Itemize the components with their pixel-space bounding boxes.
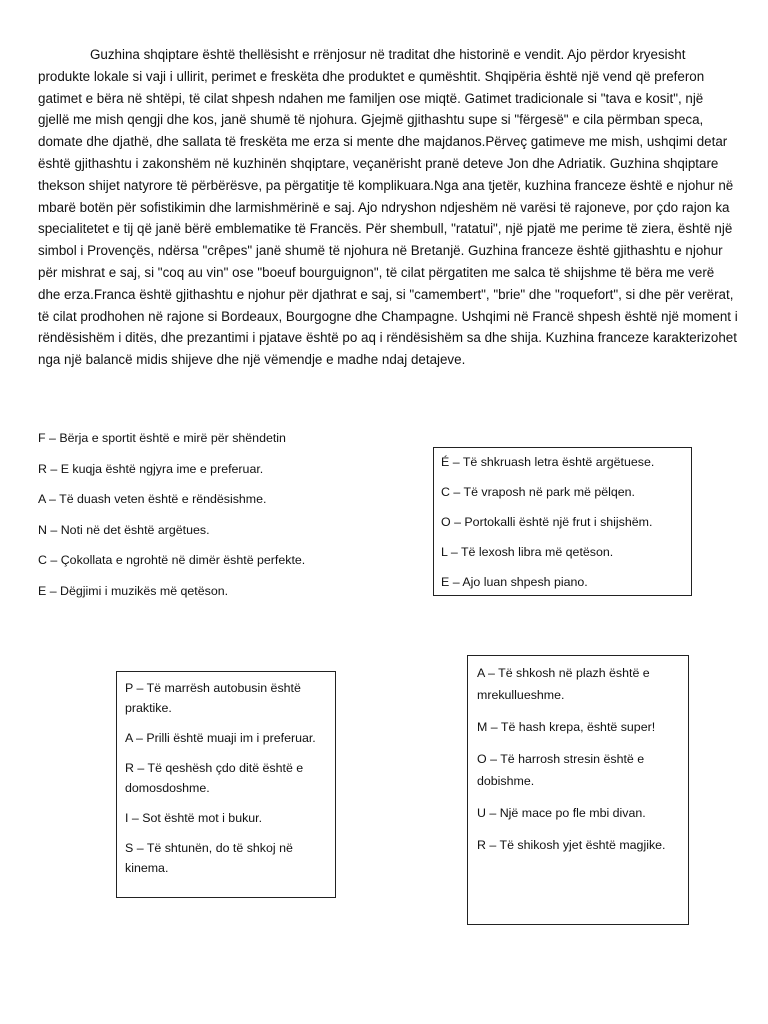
- list-item: R – E kuqja është ngjyra ime e preferuar.: [38, 461, 264, 476]
- plain-sentence-list: [38, 428, 368, 611]
- list-item: F – Bërja e sportit është e mirë për shëndetin: [38, 431, 286, 445]
- list-item: A – Të duash veten është e rëndësishme.: [38, 492, 267, 506]
- list-item: É – Të shkruash letra është argëtuese.: [441, 455, 655, 469]
- list-item: R – Të qeshësh çdo ditë është e domosdoshme.: [125, 761, 304, 795]
- list-item: C – Të vraposh në park më pëlqen.: [441, 485, 636, 499]
- list-item: I – Sot është mot i bukur.: [125, 811, 263, 825]
- list-item: O – Të harrosh stresin është e dobishme.: [477, 752, 645, 788]
- list-item: L – Të lexosh libra më qetëson.: [441, 545, 614, 559]
- list-item: S – Të shtunën, do të shkoj në kinema.: [125, 841, 293, 875]
- list-item: M – Të hash krepa, është super!: [477, 720, 656, 734]
- sentence-box-left-bottom: [116, 671, 336, 898]
- sentence-box-right-top: [433, 447, 692, 596]
- body-paragraph: [38, 44, 738, 371]
- list-item: A – Prilli është muaji im i preferuar.: [125, 731, 316, 745]
- paragraph-text: Guzhina shqiptare është thellësisht e rrënjosur në traditat dhe historinë e vendit. Ajo përdor kryesisht produkte lokale si vaji i ullirit, perimet e freskëta dhe produktet e qumështit. Shqipëria është një vend që preferon gatimet e bëra në shtëpi, të cilat shpesh ndahen me familjen ose miqtë. Gatimet tradicionale si "tava e kosit", një gjellë me mish qengji dhe kos, janë shumë të njohura. Gjejmë gjithashtu supe si "fërgesë" e cila përmban speca, domate dhe djathë, dhe sallata të freskëta me erza si mente dhe majdanos.Përveç gatimeve me mish, ushqimi detar është gjithashtu i zakonshëm në kuzhinën shqiptare, veçanërisht pranë deteve Jon dhe Adriatik. Guzhina shqiptare thekson shijet natyrore të përbërësve, pa përgatitje të komplikuara.Nga ana tjetër, kuzhina franceze është e njohur në mbarë botën për sofistikimin dhe larmishmërinë e saj. Ajo ndryshon ndjeshëm në varësi të rajoneve, por çdo rajon ka specialitetet e tij që janë bërë emblematike të Francës. Për shembull, "ratatui", një pjatë me perime të ziera, është një simbol i Provençës, ndërsa "crêpes" janë shumë të njohura në Bretanjë. Guzhina franceze është gjithashtu e njohur për mishrat e saj, si "coq au vin" ose "boeuf bourguignon", të cilat përgatiten me salca të shijshme të bëra me verë dhe erza.Franca është gjithashtu e njohur për djathrat e saj, si "camembert", "brie" dhe "roquefort", si dhe për verërat, të cilat prodhohen në rajone si Bordeaux, Bourgogne dhe Champagne. Ushqimi në Francë shpesh është një moment i rëndësishëm i ditës, dhe prezantimi i pjatave është po aq i rëndësishëm sa dhe shija. Kuzhina franceze karakterizohet nga një balancë midis shijeve dhe një vëmendje e madhe ndaj detajeve.: [38, 47, 738, 368]
- list-item: U – Një mace po fle mbi divan.: [477, 806, 646, 820]
- list-item: N – Noti në det është argëtues.: [38, 522, 210, 537]
- list-item: A – Të shkosh në plazh është e mrekullueshme.: [477, 666, 650, 702]
- list-item: P – Të marrësh autobusin është praktike.: [125, 681, 301, 715]
- list-item: O – Portokalli është një frut i shijshëm.: [441, 515, 653, 529]
- list-item: E – Dëgjimi i muzikës më qetëson.: [38, 583, 229, 598]
- list-item: E – Ajo luan shpesh piano.: [441, 575, 588, 589]
- list-item: R – Të shikosh yjet është magjike.: [477, 838, 666, 852]
- sentence-box-right-bottom: [467, 655, 689, 925]
- list-item: C – Çokollata e ngrohtë në dimër është perfekte.: [38, 553, 306, 567]
